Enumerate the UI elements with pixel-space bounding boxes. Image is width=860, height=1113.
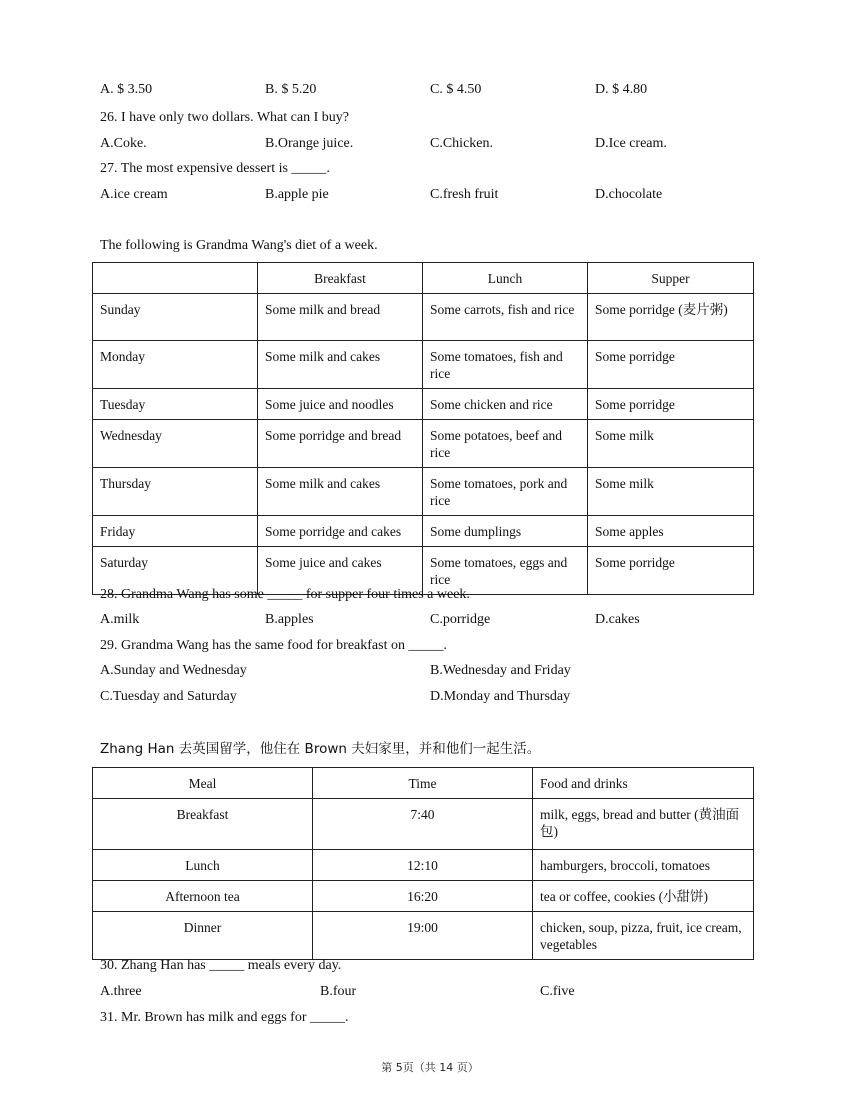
page-footer: 第 5页（共 14 页）: [381, 1061, 479, 1074]
diet-lunch: Some carrots, fish and rice: [423, 294, 588, 341]
diet-lunch: Some chicken and rice: [423, 389, 588, 420]
meal-time: 12:10: [313, 850, 533, 881]
q28-option-a: A.milk: [100, 612, 140, 627]
q26-option-b: B.Orange juice.: [265, 136, 354, 151]
meal-table-header-row: [93, 768, 754, 799]
diet-lunch: Some tomatoes, fish and rice: [423, 341, 588, 389]
q29-question: 29. Grandma Wang has the same food for breakfast on _____.: [100, 638, 447, 653]
diet-day: Friday: [93, 516, 258, 547]
meal-time: 19:00: [313, 912, 533, 960]
q25-option-d: D. $ 4.80: [595, 82, 648, 97]
meal-name: Dinner: [93, 912, 313, 960]
table-row: [93, 420, 754, 468]
q27-option-c: C.fresh fruit: [430, 187, 499, 202]
meal-name: Lunch: [93, 850, 313, 881]
q29-option-c: C.Tuesday and Saturday: [100, 689, 237, 704]
q30-option-c: C.five: [540, 984, 575, 999]
table-row: [93, 341, 754, 389]
q26-option-a: A.Coke.: [100, 136, 147, 151]
q25-option-c: C. $ 4.50: [430, 82, 482, 97]
diet-breakfast: Some milk and cakes: [258, 468, 423, 516]
diet-breakfast: Some juice and noodles: [258, 389, 423, 420]
q26-option-c: C.Chicken.: [430, 136, 493, 151]
diet-breakfast: Some milk and bread: [258, 294, 423, 341]
diet-supper: Some porridge (麦片粥): [588, 294, 754, 341]
meal-name: Breakfast: [93, 799, 313, 850]
diet-breakfast: Some milk and cakes: [258, 341, 423, 389]
diet-day: Tuesday: [93, 389, 258, 420]
table-row: [93, 294, 754, 341]
q28-option-d: D.cakes: [595, 612, 640, 627]
meal-header-food: Food and drinks: [533, 768, 754, 799]
passage3-intro: Zhang Han 去英国留学，他住在 Brown 夫妇家里，并和他们一起生活。: [100, 741, 541, 757]
q28-question: 28. Grandma Wang has some _____ for supper four times a week.: [100, 587, 470, 602]
diet-supper: Some apples: [588, 516, 754, 547]
q30-question: 30. Zhang Han has _____ meals every day.: [100, 958, 342, 973]
q26-question: 26. I have only two dollars. What can I buy?: [100, 110, 349, 125]
diet-header-breakfast: Breakfast: [258, 263, 423, 294]
diet-table: [92, 262, 754, 595]
table-row: [93, 799, 754, 850]
diet-supper: Some milk: [588, 468, 754, 516]
q27-option-b: B.apple pie: [265, 187, 329, 202]
q26-option-d: D.Ice cream.: [595, 136, 667, 151]
diet-lunch: Some dumplings: [423, 516, 588, 547]
meal-table: [92, 767, 754, 960]
meal-time: 16:20: [313, 881, 533, 912]
q30-option-b: B.four: [320, 984, 357, 999]
meal-food: tea or coffee, cookies (小甜饼): [533, 881, 754, 912]
q27-option-d: D.chocolate: [595, 187, 663, 202]
q28-option-c: C.porridge: [430, 612, 491, 627]
meal-name: Afternoon tea: [93, 881, 313, 912]
passage2-intro: The following is Grandma Wang's diet of a week.: [100, 238, 378, 253]
table-row: [93, 881, 754, 912]
diet-lunch: Some tomatoes, eggs and rice: [423, 547, 588, 595]
diet-supper: Some porridge: [588, 389, 754, 420]
meal-header-meal: Meal: [93, 768, 313, 799]
diet-table-header-row: [93, 263, 754, 294]
diet-day: Sunday: [93, 294, 258, 341]
diet-day: Monday: [93, 341, 258, 389]
table-row: [93, 516, 754, 547]
table-row: [93, 850, 754, 881]
diet-lunch: Some tomatoes, pork and rice: [423, 468, 588, 516]
meal-time: 7:40: [313, 799, 533, 850]
diet-header-lunch: Lunch: [423, 263, 588, 294]
q27-question: 27. The most expensive dessert is _____.: [100, 161, 330, 176]
q30-option-a: A.three: [100, 984, 142, 999]
meal-food: milk, eggs, bread and butter (黄油面包): [533, 799, 754, 850]
q27-option-a: A.ice cream: [100, 187, 168, 202]
q31-question: 31. Mr. Brown has milk and eggs for _____.: [100, 1010, 349, 1025]
table-row: [93, 912, 754, 960]
diet-day: Wednesday: [93, 420, 258, 468]
diet-header-day: [93, 263, 258, 294]
diet-day: Saturday: [93, 547, 258, 595]
meal-food: hamburgers, broccoli, tomatoes: [533, 850, 754, 881]
q25-option-b: B. $ 5.20: [265, 82, 317, 97]
table-row: [93, 468, 754, 516]
table-row: [93, 389, 754, 420]
meal-food: chicken, soup, pizza, fruit, ice cream, vegetables: [533, 912, 754, 960]
diet-breakfast: Some porridge and bread: [258, 420, 423, 468]
q29-option-d: D.Monday and Thursday: [430, 689, 571, 704]
q28-option-b: B.apples: [265, 612, 314, 627]
q29-option-a: A.Sunday and Wednesday: [100, 663, 247, 678]
diet-supper: Some porridge: [588, 341, 754, 389]
q29-option-b: B.Wednesday and Friday: [430, 663, 571, 678]
diet-day: Thursday: [93, 468, 258, 516]
meal-header-time: Time: [313, 768, 533, 799]
diet-header-supper: Supper: [588, 263, 754, 294]
diet-supper: Some porridge: [588, 547, 754, 595]
diet-breakfast: Some porridge and cakes: [258, 516, 423, 547]
q25-option-a: A. $ 3.50: [100, 82, 153, 97]
diet-breakfast: Some juice and cakes: [258, 547, 423, 595]
diet-lunch: Some potatoes, beef and rice: [423, 420, 588, 468]
diet-supper: Some milk: [588, 420, 754, 468]
